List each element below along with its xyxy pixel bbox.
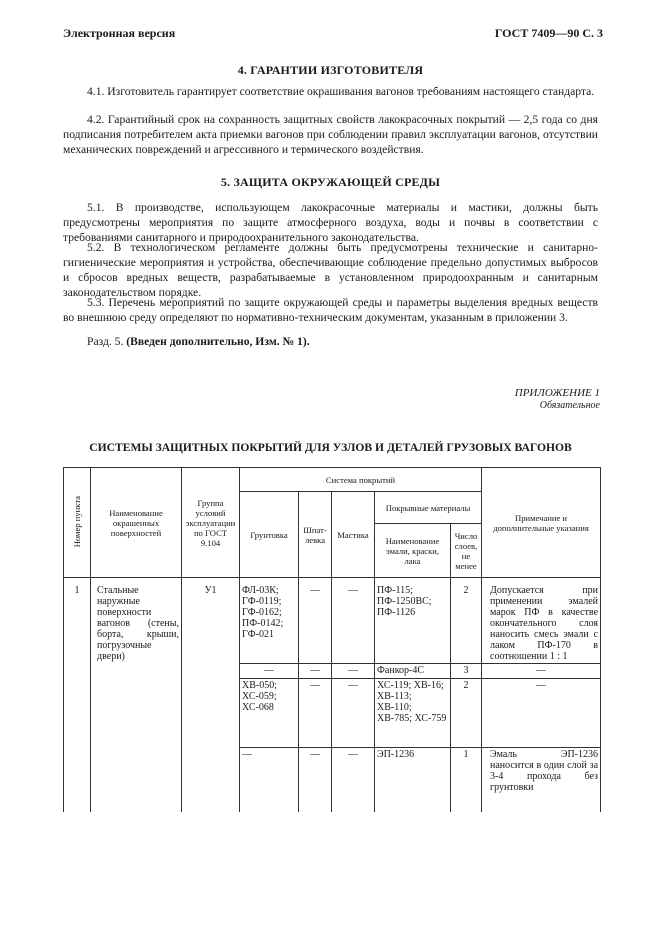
paragraph-5-2: 5.2. В технологическом регламенте должны быть предусмотрены технические и санитарно-гигиенические мероприятия и устройства, обеспечивающие соблюдение предельно допустимых выбросов и сбросов вредных веществ, разрабатываемые в установленном природоохранным и санитарным законодательством порядке. — [63, 241, 598, 299]
paragraph-5-1: 5.1. В производстве, использующем лакокрасочные материалы и мастики, должны быть предусмотрены мероприятия по защите атмосферного воздуха, воды и почвы в соответствии с требованиями санитарного и природоохранительного законодательства. — [63, 201, 598, 244]
subrow-2-mastic: — — [332, 663, 375, 678]
subrow-1-layers: 2 — [451, 584, 482, 664]
subrow-4-layers: 1 — [451, 747, 482, 812]
subrow-3-coat: ХС-119; ХВ-16; ХВ-113; ХВ-110; ХВ-785; ХС-759 — [375, 678, 451, 747]
header-layers: Число слоев, не менее — [451, 524, 482, 578]
subrow-3-primer: ХВ-050; ХС-059; ХС-068 — [240, 678, 299, 747]
subrow-4-primer: — — [240, 747, 299, 812]
subrow-1-note: Допускается при применении эмалей марок ПФ в качестве окончательного слоя наносить смесь эмали с лаком ПФ-170 в соотношении 1 : 1 — [482, 584, 601, 664]
table-row — [64, 584, 601, 664]
paragraph-4-2: 4.2. Гарантийный срок на сохранность защитных свойств лакокрасочных покрытий — 2,5 года со дня подписания потребителем акта приемки вагонов при соблюдении правил эксплуатации вагонов, отсутствии механических повреждений и агрессивного и термического воздействия. — [63, 113, 598, 156]
subrow-1-primer: ФЛ-03К; ГФ-0119; ГФ-0162; ПФ-0142; ГФ-021 — [240, 584, 299, 664]
subrow-2-primer: — — [240, 663, 299, 678]
header-system: Система покрытий — [240, 468, 482, 492]
subrow-2-layers: 3 — [451, 663, 482, 678]
subrow-2-note: — — [482, 663, 601, 678]
header-coat-name: Наименование эмали, краски, лака — [375, 524, 451, 578]
header-right: ГОСТ 7409—90 С. 3 — [494, 26, 603, 40]
appendix-sub: Обязательное — [539, 400, 600, 411]
header-notes: Примечание и дополнительные указания — [482, 468, 601, 578]
subrow-1-mastic: — — [332, 584, 375, 664]
header-putty: Шпат-левка — [299, 492, 332, 578]
section-5-title: 5. ЗАЩИТА ОКРУЖАЮЩЕЙ СРЕДЫ — [220, 175, 441, 189]
subrow-2-coat: Фанкор-4С — [375, 663, 451, 678]
coating-systems-table — [63, 467, 601, 812]
subrow-3-mastic: — — [332, 678, 375, 747]
header-primer: Грунтовка — [240, 492, 299, 578]
paragraph-5-3: 5.3. Перечень мероприятий по защите окружающей среды и параметры выделения вредных веществ во внешнюю среду определяют по нормативно-техническим документам, указанным в приложении 3. — [63, 296, 598, 324]
subrow-3-layers: 2 — [451, 678, 482, 747]
row-surface: Стальные наружные поверхности вагонов (стены, борта, крыши, погрузочные двери) — [91, 584, 182, 812]
row-num: 1 — [64, 584, 91, 812]
subrow-1-coat: ПФ-115; ПФ-1250ВС; ПФ-1126 — [375, 584, 451, 664]
appendix-label: ПРИЛОЖЕНИЕ 1 — [514, 387, 600, 399]
header-num: Номер пункта — [64, 468, 91, 578]
header-coatings: Покрывные материалы — [375, 492, 482, 524]
header-group: Группа условий эксплуатации по ГОСТ 9.104 — [182, 468, 240, 578]
subrow-3-note: — — [482, 678, 601, 747]
header-surface: Наименование окрашенных поверхностей — [91, 468, 182, 578]
subrow-4-note: Эмаль ЭП-1236 наносится в один слой за 3-4 прохода без грунтовки — [482, 747, 601, 812]
subrow-4-putty: — — [299, 747, 332, 812]
header-left: Электронная версия — [63, 26, 176, 40]
subrow-4-mastic: — — [332, 747, 375, 812]
table-title: СИСТЕМЫ ЗАЩИТНЫХ ПОКРЫТИЙ ДЛЯ УЗЛОВ И ДЕТАЛЕЙ ГРУЗОВЫХ ВАГОНОВ — [89, 441, 572, 454]
subrow-3-putty: — — [299, 678, 332, 747]
subrow-4-coat: ЭП-1236 — [375, 747, 451, 812]
row-group: У1 — [182, 584, 240, 812]
paragraph-4-1: 4.1. Изготовитель гарантирует соответствие окрашивания вагонов требованиям настоящего стандарта. — [87, 85, 595, 98]
header-mastic: Мастика — [332, 492, 375, 578]
subrow-2-putty: — — [299, 663, 332, 678]
section-5-note: Разд. 5. (Введен дополнительно, Изм. № 1). — [87, 335, 310, 348]
section-4-title: 4. ГАРАНТИИ ИЗГОТОВИТЕЛЯ — [237, 63, 424, 77]
subrow-1-putty: — — [299, 584, 332, 664]
